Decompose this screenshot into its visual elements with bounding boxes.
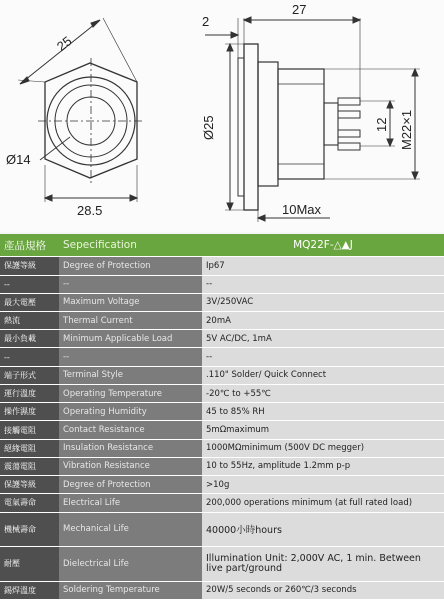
spec-row — [0, 275, 444, 293]
dim-28-5: 28.5 — [77, 203, 103, 218]
spec-table — [0, 234, 444, 600]
spec-row — [0, 366, 444, 384]
spec-table-body — [0, 234, 444, 600]
spec-label: Dielectrical Life — [59, 547, 202, 581]
spec-value: Illumination Unit: 2,000V AC, 1 min. Between live part/ground — [202, 547, 444, 581]
spec-key: 端子形式 — [0, 366, 59, 384]
spec-value: 5mΩmaximum — [202, 421, 444, 439]
spec-value: -20℃ to +55℃ — [202, 384, 444, 402]
spec-row — [0, 312, 444, 330]
dim-thread: M22×1 — [399, 109, 414, 150]
spec-value: Ip67 — [202, 257, 444, 275]
drawing-svg — [0, 0, 444, 232]
spec-row — [0, 512, 444, 546]
spec-row — [0, 293, 444, 311]
header-en: Sepecification — [59, 234, 202, 257]
spec-key: 操作濕度 — [0, 403, 59, 421]
spec-value: 10 to 55Hz, amplitude 1.2mm p-p — [202, 457, 444, 475]
body — [258, 62, 278, 186]
spec-value: -- — [202, 275, 444, 293]
thread — [278, 69, 324, 179]
spec-value: 200,000 operations minimum (at full rated load) — [202, 494, 444, 512]
spec-row — [0, 581, 444, 599]
spec-key: 保護等級 — [0, 476, 59, 494]
spec-key: 機械壽命 — [0, 512, 59, 546]
spec-value: 5V AC/DC, 1mA — [202, 330, 444, 348]
spec-row — [0, 348, 444, 366]
dim-27: 27 — [292, 2, 307, 17]
spec-label: Terminal Style — [59, 366, 202, 384]
spec-header-row — [0, 234, 444, 257]
spec-value: >10g — [202, 476, 444, 494]
spec-label: Maximum Voltage — [59, 293, 202, 311]
spec-label: Soldering Temperature — [59, 581, 202, 599]
spec-row — [0, 257, 444, 275]
spec-label: Operating Temperature — [59, 384, 202, 402]
spec-row — [0, 439, 444, 457]
spec-label: -- — [59, 275, 202, 293]
spec-row — [0, 547, 444, 581]
spec-label: Minimum Applicable Load — [59, 330, 202, 348]
spec-label: Operating Humidity — [59, 403, 202, 421]
dim-12: 12 — [374, 117, 389, 132]
spec-key: 熱流 — [0, 312, 59, 330]
spec-key: 絕緣電阻 — [0, 439, 59, 457]
spec-value: 3V/250VAC — [202, 293, 444, 311]
spec-label: Degree of Protection — [59, 476, 202, 494]
flange — [244, 44, 258, 210]
spec-value: .110" Solder/ Quick Connect — [202, 366, 444, 384]
technical-drawing — [0, 0, 444, 232]
spec-key: 錫焊溫度 — [0, 581, 59, 599]
spec-value: 40000小時hours — [202, 512, 444, 546]
dim-25: 25 — [53, 33, 75, 54]
spec-key: 最小負載 — [0, 330, 59, 348]
spec-value: 1000MΩminimum (500V DC megger) — [202, 439, 444, 457]
spec-value: 20mA — [202, 312, 444, 330]
spec-value: 45 to 85% RH — [202, 403, 444, 421]
spec-row — [0, 403, 444, 421]
spec-label: Electrical Life — [59, 494, 202, 512]
spec-key: 接觸電阻 — [0, 421, 59, 439]
dim-dia-25: Ø25 — [201, 115, 216, 140]
spec-key: 運行溫度 — [0, 384, 59, 402]
spec-row — [0, 384, 444, 402]
spec-row — [0, 476, 444, 494]
spec-label: Mechanical Life — [59, 512, 202, 546]
dim-dia-14: Ø14 — [6, 152, 31, 167]
spec-key: -- — [0, 275, 59, 293]
spec-key: 耐壓 — [0, 547, 59, 581]
header-model: MQ22F-△▲J — [202, 234, 444, 257]
spec-row — [0, 330, 444, 348]
dim-2: 2 — [202, 14, 210, 29]
dim-10max: 10Max — [282, 202, 322, 217]
spec-key: -- — [0, 348, 59, 366]
spec-label: Contact Resistance — [59, 421, 202, 439]
spec-row — [0, 494, 444, 512]
spec-label: Insulation Resistance — [59, 439, 202, 457]
spec-label: Thermal Current — [59, 312, 202, 330]
spec-key: 震蕩電阻 — [0, 457, 59, 475]
spec-key: 最大電壓 — [0, 293, 59, 311]
header-key: 產品規格 — [0, 234, 59, 257]
spec-value: -- — [202, 348, 444, 366]
spec-key: 電氣壽命 — [0, 494, 59, 512]
spec-value: 20W/5 seconds or 260℃/3 seconds — [202, 581, 444, 599]
spec-row — [0, 457, 444, 475]
spec-row — [0, 421, 444, 439]
spec-label: Degree of Protection — [59, 257, 202, 275]
spec-key: 保護等級 — [0, 257, 59, 275]
spec-label: Vibration Resistance — [59, 457, 202, 475]
spec-label: -- — [59, 348, 202, 366]
